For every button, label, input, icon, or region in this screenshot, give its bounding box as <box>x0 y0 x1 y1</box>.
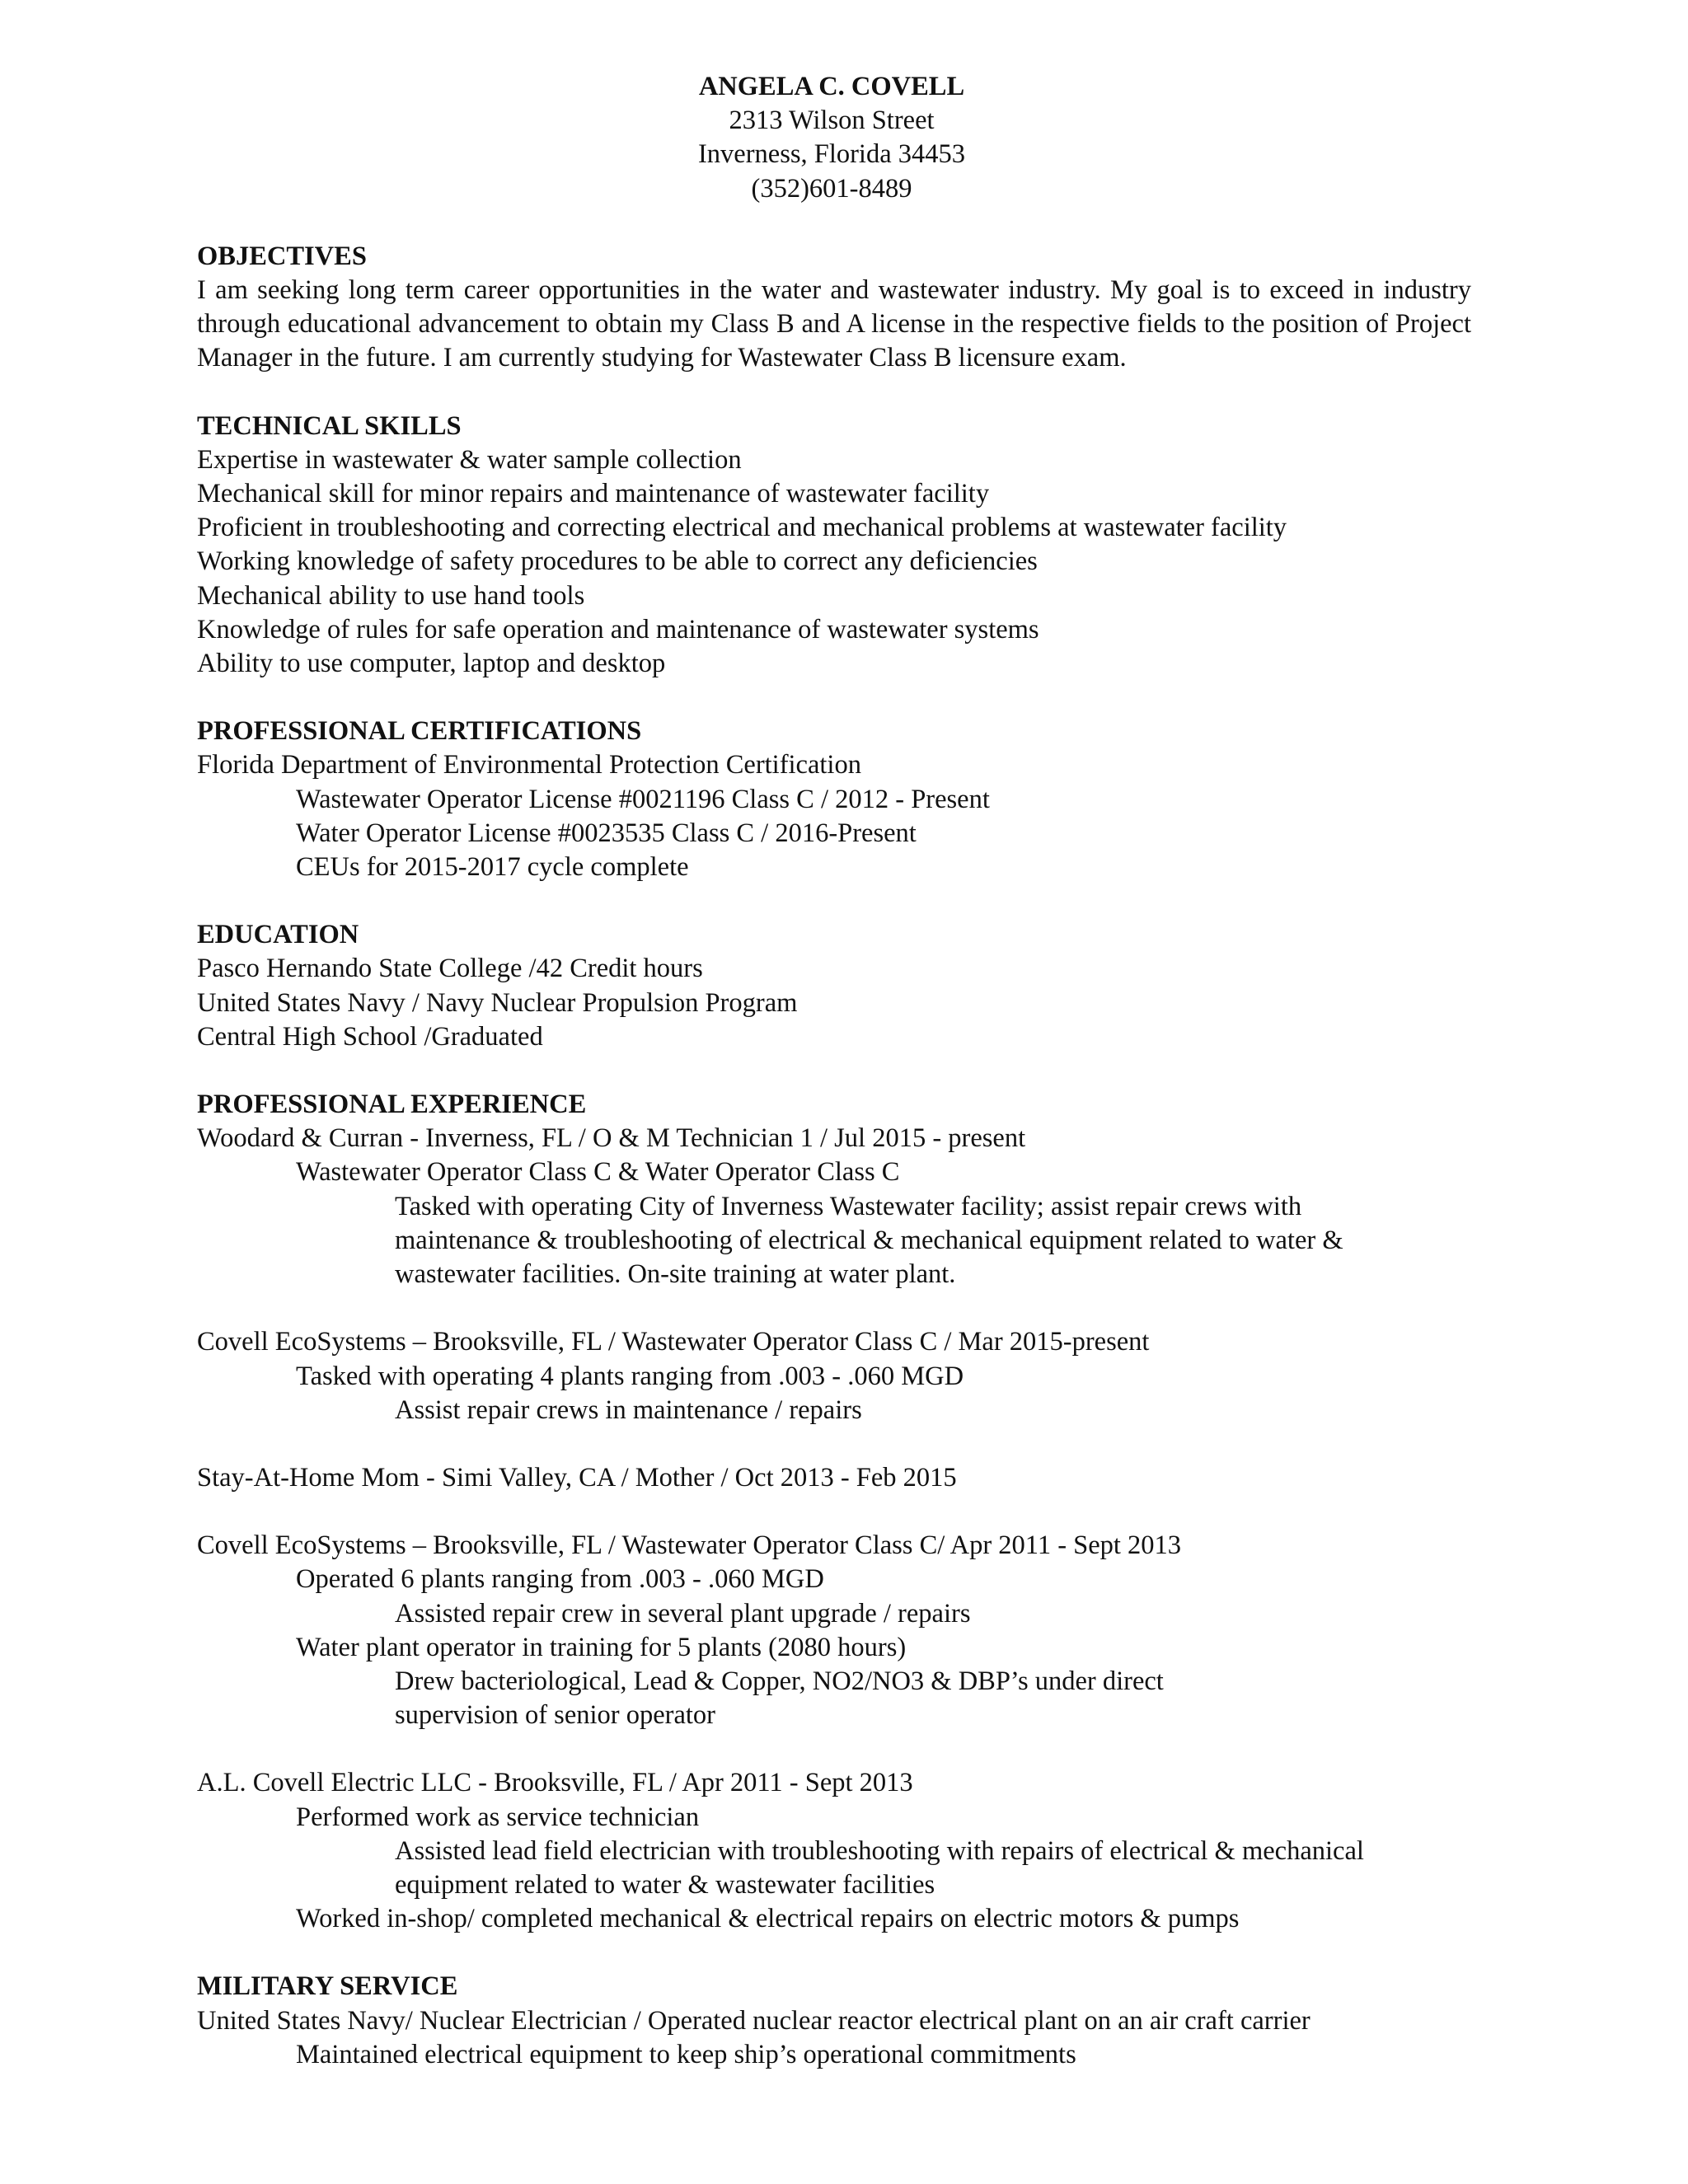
job-entry <box>197 1766 1483 1936</box>
experience-section <box>197 1088 1483 1936</box>
military-detail: Maintained electrical equipment to keep ship’s operational commitments <box>296 2039 1076 2069</box>
certification-item: Water Operator License #0023535 Class C / 2016-Present <box>296 818 917 848</box>
job-subtitle: Wastewater Operator Class C & Water Operator Class C <box>296 1157 900 1188</box>
job-detail: Drew bacteriological, Lead & Copper, NO2/NO3 & DBP’s under direct <box>395 1666 1164 1696</box>
military-section <box>197 1970 1483 2072</box>
certifications-section <box>197 715 1483 884</box>
experience-heading: PROFESSIONAL EXPERIENCE <box>197 1090 587 1120</box>
street-address: 2313 Wilson Street <box>729 105 935 136</box>
job-entry <box>197 1122 1483 1291</box>
job-detail: supervision of senior operator <box>395 1700 716 1731</box>
entry-spacer <box>197 1291 1483 1325</box>
skill-item: Working knowledge of safety procedures to be able to correct any deficiencies <box>197 546 1038 577</box>
resume-header <box>197 70 1466 206</box>
education-item: United States Navy / Navy Nuclear Propulsion Program <box>197 987 798 1018</box>
military-line: United States Navy/ Nuclear Electrician / Operated nuclear reactor electrical plant on an air craft carrier <box>197 2005 1311 2036</box>
education-item: Central High School /Graduated <box>197 1021 543 1052</box>
phone-number: (352)601-8489 <box>751 173 912 204</box>
entry-spacer <box>197 1427 1483 1461</box>
education-heading: EDUCATION <box>197 920 359 950</box>
job-detail: Tasked with operating City of Inverness Wastewater facility; assist repair crews with <box>395 1191 1302 1221</box>
job-detail: wastewater facilities. On-site training at water plant. <box>395 1259 956 1290</box>
skill-item: Mechanical ability to use hand tools <box>197 580 585 611</box>
education-item: Pasco Hernando State College /42 Credit hours <box>197 954 703 984</box>
objectives-heading: OBJECTIVES <box>197 241 367 271</box>
job-title: Covell EcoSystems – Brooksville, FL / Wastewater Operator Class C / Mar 2015-present <box>197 1327 1150 1357</box>
certification-item: Wastewater Operator License #0021196 Class C / 2012 - Present <box>296 784 990 814</box>
certification-item: CEUs for 2015-2017 cycle complete <box>296 852 689 883</box>
city-state-zip: Inverness, Florida 34453 <box>697 139 966 170</box>
skill-item: Knowledge of rules for safe operation and maintenance of wastewater systems <box>197 614 1039 644</box>
objectives-text: I am seeking long term career opportunities in the water and wastewater industry. My goal is to exceed in industry through educational advancement to obtain my Class B and A license in the respective fields to the position of Project Manager in the future. I am currently studying for Wastewater Class B licensure exam. <box>197 275 1471 373</box>
entry-spacer <box>197 1732 1483 1766</box>
skill-item: Proficient in troubleshooting and correcting electrical and mechanical problems at wastewater facility <box>197 513 1287 543</box>
job-title: Stay-At-Home Mom - Simi Valley, CA / Mother / Oct 2013 - Feb 2015 <box>197 1462 957 1493</box>
job-title: Covell EcoSystems – Brooksville, FL / Wastewater Operator Class C/ Apr 2011 - Sept 2013 <box>197 1530 1182 1561</box>
job-title: A.L. Covell Electric LLC - Brooksville, FL / Apr 2011 - Sept 2013 <box>197 1768 913 1798</box>
job-subtitle: Tasked with operating 4 plants ranging from .003 - .060 MGD <box>296 1361 964 1391</box>
certifications-heading: PROFESSIONAL CERTIFICATIONS <box>197 716 642 747</box>
job-detail: Assist repair crews in maintenance / repairs <box>395 1394 862 1425</box>
skill-item: Expertise in wastewater & water sample collection <box>197 444 742 475</box>
technical-skills-heading: TECHNICAL SKILLS <box>197 410 462 441</box>
objectives-section <box>197 240 1483 376</box>
applicant-name: ANGELA C. COVELL <box>698 72 965 101</box>
certification-issuer: Florida Department of Environmental Protection Certification <box>197 750 861 780</box>
skill-item: Ability to use computer, laptop and desktop <box>197 649 666 679</box>
entry-spacer <box>197 1495 1483 1529</box>
job-entry <box>197 1529 1483 1732</box>
resume-page <box>197 70 1483 2072</box>
job-entry <box>197 1325 1483 1427</box>
job-subtitle: Worked in-shop/ completed mechanical & electrical repairs on electric motors & pumps <box>296 1904 1240 1934</box>
job-subtitle: Performed work as service technician <box>296 1802 700 1832</box>
military-heading: MILITARY SERVICE <box>197 1971 458 2002</box>
technical-skills-section <box>197 410 1483 682</box>
job-entry <box>197 1461 1483 1495</box>
job-detail: Assisted lead field electrician with troubleshooting with repairs of electrical & mechanical <box>395 1835 1364 1866</box>
education-section <box>197 918 1483 1054</box>
job-subtitle: Water plant operator in training for 5 plants (2080 hours) <box>296 1632 907 1662</box>
job-detail: equipment related to water & wastewater facilities <box>395 1869 935 1900</box>
job-detail: maintenance & troubleshooting of electrical & mechanical equipment related to water & <box>395 1225 1343 1255</box>
job-detail: Assisted repair crew in several plant upgrade / repairs <box>395 1598 971 1629</box>
job-title: Woodard & Curran - Inverness, FL / O & M Technician 1 / Jul 2015 - present <box>197 1123 1026 1154</box>
skill-item: Mechanical skill for minor repairs and maintenance of wastewater facility <box>197 479 990 509</box>
job-subtitle: Operated 6 plants ranging from .003 - .060 MGD <box>296 1564 824 1595</box>
